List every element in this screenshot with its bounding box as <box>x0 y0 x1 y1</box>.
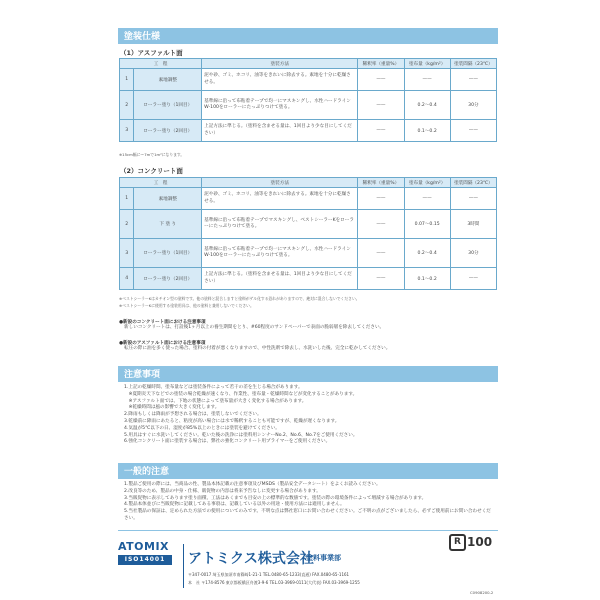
logo-separator <box>183 544 184 588</box>
general-line: 1.製品ご使用の際には、当商品の性、製品本体記載の注意事項及びMSDS（製品安全データシート）をよくお読みください。 <box>124 482 381 487</box>
caution-line: 3.乾燥前に降雨にあたると、粘度が高い場合には水で稀釈することも可能ですが、乾燥が遅くなります。 <box>124 418 340 424</box>
iso-badge: ISO14001 <box>118 555 172 565</box>
concrete-subtitle: （2）コンクリート面 <box>120 167 183 175</box>
header-interval: 塗装間隔（23℃） <box>450 59 496 69</box>
row-method: 基準線に沿って布粘着テープで均一にマスキングし、水性ハードラインW-100をローラーにたっぷりつけて塗る。 <box>202 239 358 268</box>
section-title: 塗装仕様 <box>124 32 161 42</box>
caution-line: 2.降雨もしくは降雨が予想される場合は、塗装しないでください。 <box>124 412 262 418</box>
caution-line: 6.強化コンクリート面に塗装する場合は、弊社の強化コンクリート用プライマーをご使用ください。 <box>124 439 331 445</box>
row-number: 2 <box>120 91 134 120</box>
row-step: ローラー塗り（1回目） <box>134 91 202 120</box>
row-dilution: —— <box>358 91 404 120</box>
header-dilution: 稀釈率（重量%） <box>358 178 404 188</box>
row-method: 基準線に沿って布粘着テープで均一にマスキングし、水性ハードラインW-100をローラーにたっぷりつけて塗る。 <box>202 91 358 120</box>
row-method: 泥や砂、ゴミ、ホコリ、油等をきれいに除去する。素地を十分に乾燥させる。 <box>202 69 358 91</box>
general-line: 4.製品本体並びに当販促物に記載してある事項は、記載している以外の用途・使用方法には適用しません。 <box>124 502 345 508</box>
row-amount: 0.1〜0.2 <box>404 120 450 142</box>
row-amount: 0.2〜0.4 <box>404 91 450 120</box>
row-dilution: —— <box>358 69 404 91</box>
document-code: C0908200-2 <box>470 590 494 595</box>
general-line: 5.当社製品の保証は、定められた方法での使用についてのみです。不明な点は弊社窓口にお問い合わせください。ご不明の点がございましたら、必ずご使用前にお問い合わせください。 <box>124 509 491 521</box>
concrete-note: ※ベストシーラーKはカチオン型の塗料です。他の塗料と混合しますと塗料がゲル化する恐れがありますので、絶対に混合しないでください。 <box>119 296 360 301</box>
header-dilution: 稀釈率（重量%） <box>358 59 404 69</box>
new-concrete-text: 新しいコンクリートは、打設後1ヶ月以上の養生期間をとり、#60程度のサンドペーパーで表面の脆弱層を除去してください。 <box>124 325 385 330</box>
header-method: 塗装方法 <box>202 59 358 69</box>
cautions-list <box>124 385 494 446</box>
row-dilution: —— <box>358 268 404 290</box>
table-row <box>120 91 497 120</box>
row-interval: —— <box>450 188 496 210</box>
table-row <box>120 188 497 210</box>
recycle-r-icon: R <box>449 534 466 551</box>
row-amount: 0.07〜0.15 <box>404 210 450 239</box>
header-amount: 塗布量（kg/m²） <box>404 59 450 69</box>
asphalt-table <box>119 58 497 142</box>
new-asphalt-title: ●新設のアスファルト面における注意事項 <box>119 341 206 346</box>
row-step: ローラー塗り（1回目） <box>134 239 202 268</box>
row-step: ローラー塗り（2回目） <box>134 268 202 290</box>
atomix-logo <box>118 540 184 588</box>
section-header-general <box>118 463 498 479</box>
concrete-note: ※ベストシーラーKに使用する塗装用具は、他の塗料と兼用しないでください。 <box>119 303 254 308</box>
header-step: 工 程 <box>120 59 202 69</box>
row-dilution: —— <box>358 188 404 210</box>
general-line: 3.当販促物に表示してあります塗り面積、工法はあくまでも目安の上の標準的な数値です。塗装の際の環境条件によって増減する場合があります。 <box>124 495 427 501</box>
table-row <box>120 268 497 290</box>
brand-wordmark: ATOMIX <box>118 540 170 553</box>
row-method: 泥や砂、ゴミ、ホコリ、油等をきれいに除去する。素地を十分に乾燥させる。 <box>202 188 358 210</box>
division-name: 塗料事業部 <box>306 554 341 562</box>
caution-line: ※夏期炎天下などでの塗装の場合乾燥が速くなり、作業性、塗布量・乾燥時間などが変化することがあります。 <box>124 391 358 397</box>
row-number: 4 <box>120 268 134 290</box>
r100-mark <box>449 534 492 551</box>
concrete-table <box>119 177 497 290</box>
row-method: 上記方法に準じる。（塗料を含ませる量は、1回目より少な目にしてください） <box>202 120 358 142</box>
row-number: 2 <box>120 210 134 239</box>
row-amount: —— <box>404 69 450 91</box>
asphalt-subtitle: （1）アスファルト面 <box>120 49 183 57</box>
address-line: 〒347-0017 埼玉県加須市南篠崎1-21-1 TEL.0480-65-1233(直通) FAX.0480-65-1161 <box>188 572 350 577</box>
table-row <box>120 239 497 268</box>
header-amount: 塗布量（kg/m²） <box>404 178 450 188</box>
row-method: 上記方法に準じる。（塗料を含ませる量は、1回目より少な目にしてください） <box>202 268 358 290</box>
table-row <box>120 69 497 91</box>
caution-line: 4.気温が5℃以下の日、湿度が85%以上のときには塗装を避けてください。 <box>124 425 280 431</box>
row-number: 3 <box>120 120 134 142</box>
company-name: アトミクス株式会社 <box>188 551 314 567</box>
caution-line: 1.上記の乾燥時間、塗布量などは塗装条件によって若干の差を生じる場合があります。 <box>124 385 303 390</box>
header-interval: 塗装間隔（23℃） <box>450 178 496 188</box>
section-title: 注意事項 <box>124 370 161 380</box>
row-dilution: —— <box>358 210 404 239</box>
asphalt-note: ※15cm幅に〜7mで1m²になります。 <box>119 152 185 157</box>
section-header-cautions <box>118 366 498 382</box>
row-step: ローラー塗り（2回目） <box>134 120 202 142</box>
row-interval: 3時間 <box>450 210 496 239</box>
new-concrete-title: ●新設のコンクリート面における注意事項 <box>119 320 206 325</box>
row-dilution: —— <box>358 120 404 142</box>
row-step: 素地調整 <box>134 69 202 91</box>
caution-line: 5.用具はすぐに水洗いしてください。乾いた後の洗浄には塗料用シンナーNo.2、No.6、No.7をご使用ください。 <box>124 432 358 438</box>
caution-line: ※乾燥時間は風の影響で大きく変化します。 <box>124 405 220 411</box>
header-method: 塗装方法 <box>202 178 358 188</box>
row-amount: 0.1〜0.2 <box>404 268 450 290</box>
header-step: 工 程 <box>120 178 202 188</box>
row-amount: 0.2〜0.4 <box>404 239 450 268</box>
table-header-row <box>120 178 497 188</box>
general-line: 2.改良等のため、製品の中身・仕様、販促物の内容は将来予告なしに変更する場合があります。 <box>124 488 321 494</box>
r100-number: 100 <box>467 535 493 549</box>
caution-line: ※アスファルト面では、下地の状態によって塗布量が大きく変化する場合があります。 <box>124 398 307 404</box>
row-interval: 30分 <box>450 91 496 120</box>
row-dilution: —— <box>358 239 404 268</box>
general-list <box>124 482 494 523</box>
row-step: 下 塗 り <box>134 210 202 239</box>
row-interval: 30分 <box>450 239 496 268</box>
new-asphalt-text: 転圧の際に油を多く使った場合、塗料の付着が悪くなりますので、中性洗剤で除去し、水洗いした後、完全に乾かしてください。 <box>124 346 391 351</box>
section-title: 一般的注意 <box>124 467 170 477</box>
row-amount: —— <box>404 188 450 210</box>
row-interval: —— <box>450 69 496 91</box>
row-number: 1 <box>120 188 134 210</box>
table-row <box>120 210 497 239</box>
row-number: 3 <box>120 239 134 268</box>
row-method: 基準線に沿って布粘着テープでマスキングし、ベストシーラーKをローラーにたっぷりつけて塗る。 <box>202 210 358 239</box>
row-step: 素地調整 <box>134 188 202 210</box>
row-interval: —— <box>450 268 496 290</box>
section-header-spec <box>118 28 498 44</box>
row-number: 1 <box>120 69 134 91</box>
address-line: 本 社 〒174-8576 東京都板橋区舟渡3-9-6 TEL.03-3969-0111(大代表) FAX.03-3969-1255 <box>188 580 360 585</box>
row-interval: —— <box>450 120 496 142</box>
table-row <box>120 120 497 142</box>
footer-divider <box>118 530 498 531</box>
table-header-row <box>120 59 497 69</box>
